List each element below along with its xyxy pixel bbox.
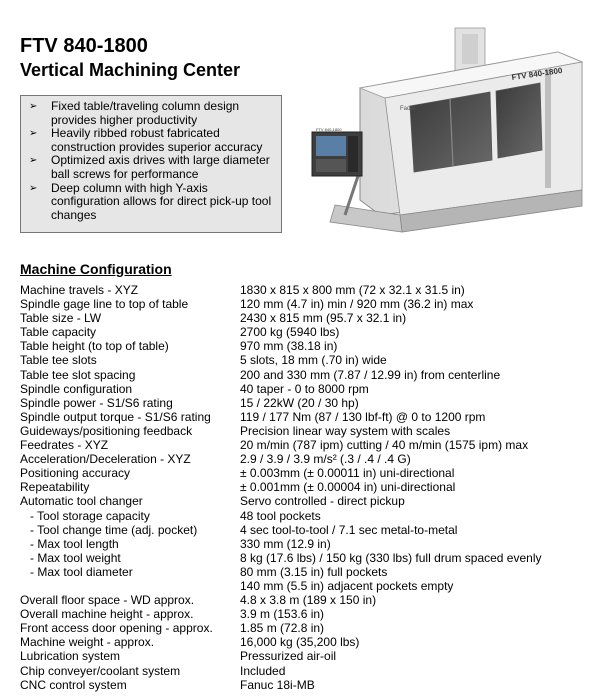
spec-value: 5 slots, 18 mm (.70 in) wide xyxy=(240,353,387,368)
spec-value: 330 mm (12.9 in) xyxy=(240,536,331,551)
spec-value: 1830 x 815 x 800 mm (72 x 32.1 x 31.5 in) xyxy=(240,283,465,297)
spec-row xyxy=(20,353,590,367)
features-list xyxy=(29,100,275,222)
spec-row xyxy=(20,410,590,424)
spec-label: - Max tool length xyxy=(20,536,119,551)
spec-label: Table size - LW xyxy=(20,311,102,326)
spec-row xyxy=(20,523,590,537)
spec-row xyxy=(20,664,590,678)
spec-value: 8 kg (17.6 lbs) / 150 kg (330 lbs) full drum spaced evenly xyxy=(240,550,542,565)
spec-label: Overall floor space - WD approx. xyxy=(20,593,195,608)
machine-image xyxy=(290,10,590,255)
spec-row xyxy=(20,635,590,649)
spec-row xyxy=(20,297,590,311)
spec-value: 4 sec tool-to-tool / 7.1 sec metal-to-metal xyxy=(240,522,458,537)
spec-table xyxy=(20,283,590,692)
spec-label: Spindle gage line to top of table xyxy=(20,297,189,312)
arrow-bullet-icon: ➢ xyxy=(29,155,38,167)
spec-label: Spindle output torque - S1/S6 rating xyxy=(20,409,211,424)
feature-item xyxy=(29,154,275,181)
spec-row xyxy=(20,480,590,494)
spec-value: 48 tool pockets xyxy=(240,508,321,523)
spec-label: Table capacity xyxy=(20,325,97,340)
spec-label: Chip conveyer/coolant system xyxy=(20,663,181,678)
arrow-bullet-icon: ➢ xyxy=(29,182,38,194)
arrow-bullet-icon: ➢ xyxy=(29,128,38,140)
spec-label: Lubrication system xyxy=(20,649,121,664)
spec-label: Spindle power - S1/S6 rating xyxy=(20,395,173,410)
spec-label: CNC control system xyxy=(20,677,127,692)
spec-label: Machine weight - approx. xyxy=(20,635,155,650)
spec-label: Spindle configuration xyxy=(20,381,133,396)
spec-value: 40 taper - 0 to 8000 rpm xyxy=(240,381,369,396)
spec-row xyxy=(20,424,590,438)
spec-row xyxy=(20,339,590,353)
feature-text: Optimized axis drives with large diameter ball screws for performance xyxy=(51,153,270,181)
spec-label: Overall machine height - approx. xyxy=(20,607,194,622)
spec-value: 1.85 m (72.8 in) xyxy=(240,621,325,636)
spec-value: Servo controlled - direct pickup xyxy=(240,494,405,509)
spec-value: Precision linear way system with scales xyxy=(240,423,451,438)
spec-value: 3.9 m (153.6 in) xyxy=(240,607,325,622)
spec-value: Pressurized air-oil xyxy=(240,649,337,664)
spec-row xyxy=(20,565,590,579)
feature-item xyxy=(29,127,275,154)
spec-value: 80 mm (3.15 in) full pockets xyxy=(240,564,388,579)
spec-value: Included xyxy=(240,663,286,678)
page-subtitle: Vertical Machining Center xyxy=(20,60,241,80)
machine-label: FTV 840-1800 xyxy=(511,65,563,82)
brand-mark: Fadal xyxy=(400,106,416,112)
spec-row xyxy=(20,325,590,339)
spec-label: Table height (to top of table) xyxy=(20,339,169,354)
arrow-bullet-icon: ➢ xyxy=(29,101,38,112)
spec-label: Table tee slots xyxy=(20,353,97,368)
spec-value: 2700 kg (5940 lbs) xyxy=(240,325,340,340)
spec-row xyxy=(20,311,590,325)
spec-label: Feedrates - XYZ xyxy=(20,438,109,453)
section-heading: Machine Configuration xyxy=(20,261,172,277)
spec-value: 2.9 / 3.9 / 3.9 m/s² (.3 / .4 / .4 G) xyxy=(240,452,411,467)
spec-label: Repeatability xyxy=(20,480,90,495)
spec-label: - Tool change time (adj. pocket) xyxy=(20,522,198,537)
spec-label: Table tee slot spacing xyxy=(20,367,136,382)
spec-row xyxy=(20,537,590,551)
feature-text: Fixed table/traveling column design provides higher productivity xyxy=(51,99,240,127)
features-box xyxy=(20,95,282,233)
spec-label xyxy=(20,579,240,593)
spec-value: 120 mm (4.7 in) min / 920 mm (36.2 in) max xyxy=(240,297,474,312)
spec-value: 16,000 kg (35,200 lbs) xyxy=(240,635,360,650)
spec-row xyxy=(20,579,590,593)
spec-value: Fanuc 18i-MB xyxy=(240,677,315,692)
spec-row xyxy=(20,607,590,621)
spec-row xyxy=(20,621,590,635)
spec-row xyxy=(20,438,590,452)
spec-row xyxy=(20,452,590,466)
spec-value: 20 m/min (787 ipm) cutting / 40 m/min (1575 ipm) max xyxy=(240,438,529,453)
spec-row xyxy=(20,494,590,508)
feature-text: Deep column with high Y-axis configuration allows for direct pick-up tool changes xyxy=(51,180,272,222)
spec-label: Acceleration/Deceleration - XYZ xyxy=(20,452,191,467)
spec-value: 119 / 177 Nm (87 / 130 lbf-ft) @ 0 to 1200 rpm xyxy=(240,409,486,424)
spec-value: 200 and 330 mm (7.87 / 12.99 in) from centerline xyxy=(240,367,501,382)
spec-value: ± 0.003mm (± 0.00011 in) uni-directional xyxy=(240,466,455,481)
spec-row xyxy=(20,382,590,396)
spec-value: 970 mm (38.18 in) xyxy=(240,339,338,354)
spec-label: - Max tool weight xyxy=(20,550,121,565)
spec-row xyxy=(20,396,590,410)
spec-label: Positioning accuracy xyxy=(20,466,131,481)
spec-row xyxy=(20,509,590,523)
spec-value: 140 mm (5.5 in) adjacent pockets empty xyxy=(240,578,454,593)
spec-label: - Max tool diameter xyxy=(20,564,133,579)
spec-value: 4.8 x 3.8 m (189 x 150 in) xyxy=(240,593,377,608)
feature-item xyxy=(29,100,275,127)
spec-value: 2430 x 815 mm (95.7 x 32.1 in) xyxy=(240,311,407,326)
panel-label: FTV 840-1800 xyxy=(316,127,342,132)
spec-row xyxy=(20,283,590,297)
feature-text: Heavily ribbed robust fabricated construction provides superior accuracy xyxy=(51,126,263,154)
spec-value: 15 / 22kW (20 / 30 hp) xyxy=(240,395,359,410)
spec-label: Front access door opening - approx. xyxy=(20,621,213,636)
page-title: FTV 840-1800 xyxy=(20,35,148,57)
spec-row xyxy=(20,551,590,565)
spec-label: - Tool storage capacity xyxy=(20,508,150,523)
spec-row xyxy=(20,593,590,607)
spec-value: ± 0.001mm (± 0.00004 in) uni-directional xyxy=(240,480,456,495)
spec-label: Guideways/positioning feedback xyxy=(20,423,193,438)
spec-row xyxy=(20,678,590,692)
spec-label: Machine travels - XYZ xyxy=(20,283,139,297)
spec-row xyxy=(20,466,590,480)
feature-item xyxy=(29,182,275,223)
spec-row xyxy=(20,368,590,382)
spec-label: Automatic tool changer xyxy=(20,494,143,509)
spec-row xyxy=(20,649,590,663)
